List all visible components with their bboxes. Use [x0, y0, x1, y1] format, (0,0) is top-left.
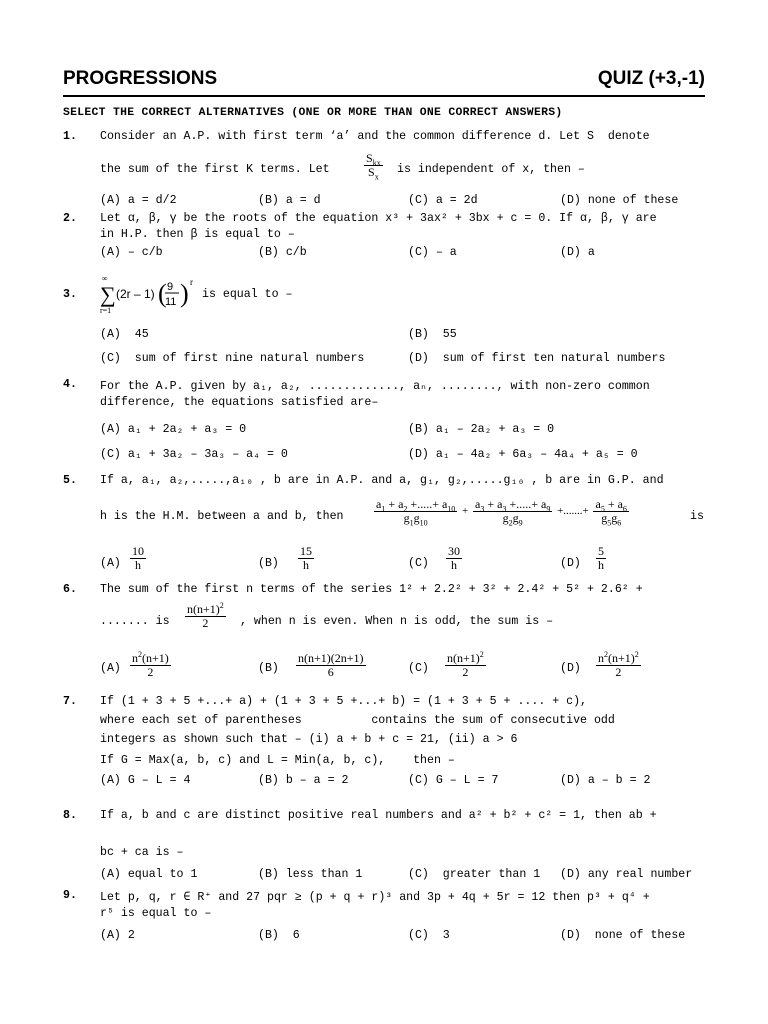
summation-expression: [98, 272, 198, 316]
svg-text:(: (: [158, 279, 167, 308]
option-d[interactable]: (D): [560, 557, 581, 570]
question-text: the sum of the first K terms. Let: [100, 163, 330, 176]
option-a-value: 10 h: [132, 544, 144, 572]
option-b[interactable]: (B) 6: [258, 929, 300, 942]
question-text: ....... is: [100, 615, 170, 628]
question-number: 1.: [63, 130, 77, 143]
option-a[interactable]: (A) 2: [100, 929, 135, 942]
question-number: 8.: [63, 809, 77, 822]
question-text: is equal to –: [202, 288, 293, 301]
option-a[interactable]: (A) equal to 1: [100, 868, 198, 881]
question-text: For the A.P. given by a₁, a₂, ............., aₙ, ........, with non-zero common: [100, 380, 650, 393]
option-b[interactable]: (B) a = d: [258, 194, 321, 207]
option-c[interactable]: (C): [408, 662, 429, 675]
question-text: r⁵ is equal to –: [100, 907, 212, 920]
option-b[interactable]: (B) less than 1: [258, 868, 363, 881]
option-a[interactable]: (A) 45: [100, 328, 149, 341]
question-text: integers as shown such that – (i) a + b + c = 21, (ii) a > 6: [100, 733, 518, 746]
option-d[interactable]: (D) sum of first ten natural numbers: [408, 352, 666, 365]
option-b[interactable]: (B) a₁ – 2a₂ + a₃ = 0: [408, 423, 555, 436]
question-text: If G = Max(a, b, c) and L = Min(a, b, c), then –: [100, 754, 455, 767]
question-number: 9.: [63, 889, 77, 902]
question-number: 5.: [63, 474, 77, 487]
option-b[interactable]: (B): [258, 662, 279, 675]
page-header: [63, 68, 705, 92]
option-d[interactable]: (D) none of these: [560, 194, 679, 207]
question-number: 2.: [63, 212, 77, 225]
option-a[interactable]: (A): [100, 662, 121, 675]
option-a[interactable]: (A) a = d/2: [100, 194, 177, 207]
header-rule: [63, 95, 705, 97]
option-b-value: 15 h: [300, 544, 312, 572]
quiz-marking: QUIZ (+3,-1): [597, 68, 705, 89]
question-text: Let p, q, r ∈ R⁺ and 27 pqr ≥ (p + q + r)³ and 3p + 4q + 5r = 12 then p³ + q⁴ +: [100, 891, 650, 904]
option-d[interactable]: (D) a₁ – 4a₂ + 6a₃ – 4a₄ + a₅ = 0: [408, 448, 638, 461]
hm-sum-expression: $\frac{a_1 + a_2 +.....+ a_{10}}{g_1g_{10}}$ + $\frac{a_3 + a_3 +.....+ a_9}{g_2g_9}$ +.......+ $\frac{a_5 + a_6}{g_5g_6}$: [376, 497, 627, 528]
question-text: If a, b and c are distinct positive real numbers and a² + b² + c² = 1, then ab +: [100, 809, 657, 822]
option-b[interactable]: (B): [258, 557, 279, 570]
svg-text:∑: ∑: [100, 282, 116, 307]
option-c[interactable]: (C) sum of first nine natural numbers: [100, 352, 365, 365]
question-number: 6.: [63, 583, 77, 596]
option-a[interactable]: (A): [100, 557, 121, 570]
option-d-value: 5 h: [598, 544, 604, 572]
svg-text:(2r – 1): (2r – 1): [116, 287, 155, 301]
question-text: is: [690, 510, 704, 523]
question-text: If a, a₁, a₂,.....,a₁₀ , b are in A.P. and a, g₁, g₂,.....g₁₀ , b are in G.P. and: [100, 474, 664, 487]
option-a[interactable]: (A) a₁ + 2a₂ + a₃ = 0: [100, 423, 247, 436]
question-text: bc + ca is –: [100, 846, 184, 859]
fraction: $S_{kx}$ $S_x$: [366, 151, 381, 182]
question-text: The sum of the first n terms of the series 1² + 2.2² + 3² + 2.4² + 5² + 2.6² +: [100, 583, 643, 596]
option-c[interactable]: (C) 3: [408, 929, 450, 942]
option-c[interactable]: (C) a = 2d: [408, 194, 478, 207]
option-a[interactable]: (A) – c/b: [100, 246, 163, 259]
fraction: $n(n+1)^2$ 2: [187, 601, 224, 630]
option-a-value: $n^2(n+1)$ 2: [132, 650, 169, 679]
option-a[interactable]: (A) G – L = 4: [100, 774, 191, 787]
question-text: Let α, β, γ be the roots of the equation x³ + 3ax² + 3bx + c = 0. If α, β, γ are: [100, 212, 657, 225]
option-c[interactable]: (C) a₁ + 3a₂ – 3a₃ – a₄ = 0: [100, 448, 288, 461]
option-d[interactable]: (D) any real number: [560, 868, 693, 881]
option-c[interactable]: (C) greater than 1: [408, 868, 541, 881]
svg-text:): ): [180, 279, 189, 308]
option-c-value: 30 h: [448, 544, 460, 572]
svg-text:∞: ∞: [102, 274, 108, 283]
option-b[interactable]: (B) c/b: [258, 246, 307, 259]
question-text: Consider an A.P. with first term ‘a’ and the common difference d. Let S denote: [100, 130, 650, 143]
option-b[interactable]: (B) 55: [408, 328, 457, 341]
page-title: PROGRESSIONS: [63, 68, 218, 89]
option-d[interactable]: (D): [560, 662, 581, 675]
question-number: 3.: [63, 288, 77, 301]
option-d[interactable]: (D) a – b = 2: [560, 774, 651, 787]
svg-text:11: 11: [165, 296, 177, 308]
question-text: is independent of x, then –: [397, 163, 585, 176]
svg-text:r: r: [190, 277, 193, 287]
question-number: 7.: [63, 695, 77, 708]
question-number: 4.: [63, 378, 77, 391]
option-c[interactable]: (C) G – L = 7: [408, 774, 499, 787]
option-b[interactable]: (B) b – a = 2: [258, 774, 349, 787]
option-d[interactable]: (D) none of these: [560, 929, 686, 942]
question-text: h is the H.M. between a and b, then: [100, 510, 344, 523]
option-c[interactable]: (C) – a: [408, 246, 457, 259]
option-c-value: $n(n+1)^2$ 2: [447, 650, 484, 679]
option-d-value: $n^2(n+1)^2$ 2: [598, 650, 639, 679]
svg-text:9: 9: [167, 281, 174, 293]
question-text: where each set of parentheses contains the sum of consecutive odd: [100, 714, 615, 727]
option-d[interactable]: (D) a: [560, 246, 595, 259]
question-text: , when n is even. When n is odd, the sum is –: [240, 615, 554, 628]
question-text: difference, the equations satisfied are–: [100, 396, 379, 409]
question-text: If (1 + 3 + 5 +...+ a) + (1 + 3 + 5 +...+ b) = (1 + 3 + 5 + .... + c),: [100, 695, 588, 708]
svg-text:r=1: r=1: [100, 306, 112, 315]
option-c[interactable]: (C): [408, 557, 429, 570]
instructions: SELECT THE CORRECT ALTERNATIVES (ONE OR MORE THAN ONE CORRECT ANSWERS): [63, 107, 563, 119]
question-text: in H.P. then β is equal to –: [100, 228, 295, 241]
option-b-value: n(n+1)(2n+1) 6: [298, 651, 364, 679]
